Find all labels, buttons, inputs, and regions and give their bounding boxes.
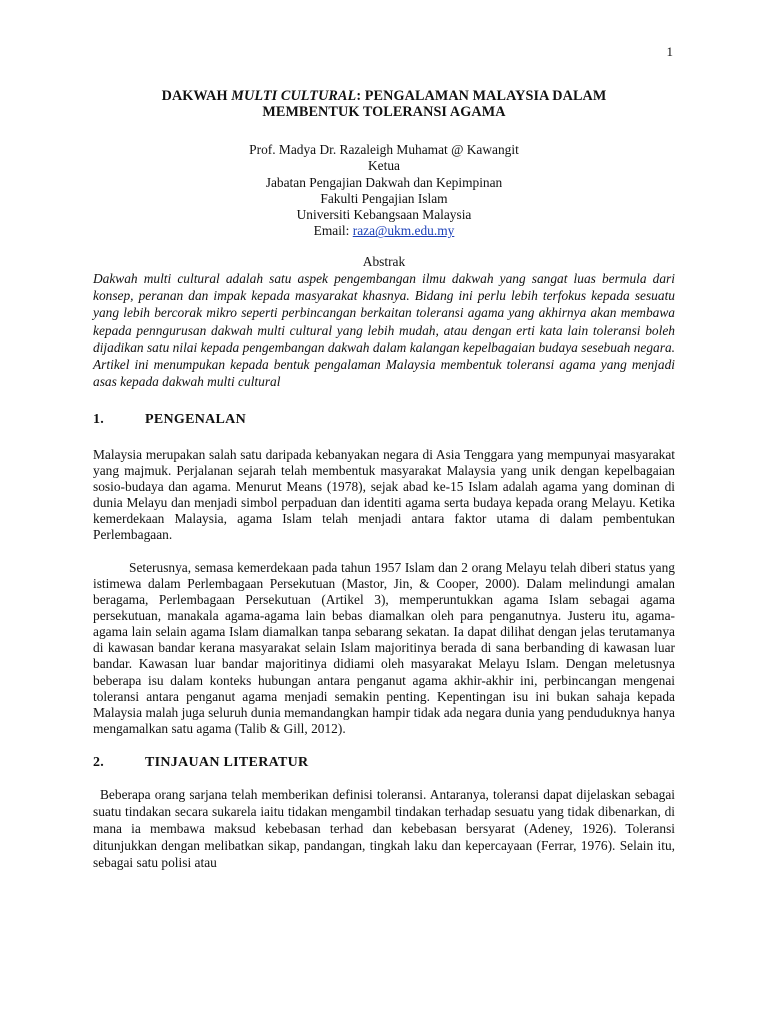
paragraph: Malaysia merupakan salah satu daripada kebanyakan negara di Asia Tenggara yang mempunyai masyarakat yang majmuk. Perjalanan sejarah telah membentuk masyarakat Malaysia yang unik dengan kepelbagaian sosio-budaya dan agama. Menurut Means (1978), sejak abad ke-15 Islam adalah agama yang dominan di dunia Melayu dan menjadi simbol perpaduan dan identiti agama serta budaya kepada orang Melayu. Ketika kemerdekaan Malaysia, agama Islam telah menjadi antara faktor utama di dalam pembentukan Perlembagaan. — [93, 446, 675, 543]
title-suffix: : PENGALAMAN MALAYSIA DALAM — [356, 88, 607, 104]
author-role: Ketua — [368, 158, 400, 174]
paragraph: Beberapa orang sarjana telah memberikan definisi toleransi. Antaranya, toleransi dapat dijelaskan sebagai suatu tindakan secara sukarela iaitu tidakan mengambil tindakan terhadap sesuatu yang tidak dibenarkan, di mana ia membawa maksud kebebasan terhad dan kebebasan bersyarat (Adeney, 1926). Toleransi ditunjukkan dengan melibatkan sikap, pandangan, tingkah laku dan kepercayaan (Ferrar, 1976). Selain itu, sebagai satu polisi atau — [93, 787, 675, 870]
section-heading-tinjauan-literatur — [93, 755, 675, 771]
title-line-2: MEMBENTUK TOLERANSI AGAMA — [262, 104, 506, 120]
page-number: 1 — [666, 44, 673, 59]
email-label: Email: — [313, 223, 353, 239]
section-title: PENGENALAN — [145, 412, 247, 428]
section-heading-pengenalan — [93, 412, 675, 428]
section-title: TINJAUAN LITERATUR — [145, 755, 309, 771]
title-line-1 — [93, 88, 675, 104]
title-prefix: DAKWAH — [161, 88, 232, 104]
document-page — [93, 0, 675, 871]
section-number: 2. — [93, 755, 105, 771]
author-faculty: Fakulti Pengajian Islam — [320, 190, 448, 206]
author-department: Jabatan Pengajian Dakwah dan Kepimpinan — [265, 174, 503, 190]
author-block — [93, 142, 675, 240]
author-email — [93, 223, 675, 239]
section-number: 1. — [93, 412, 105, 428]
title-italic: MULTI CULTURAL — [231, 88, 357, 104]
author-university: Universiti Kebangsaan Malaysia — [296, 207, 472, 223]
author-name: Prof. Madya Dr. Razaleigh Muhamat @ Kawangit — [249, 142, 519, 157]
abstract-heading: Abstrak — [362, 253, 406, 269]
abstract-text: Dakwah multi cultural adalah satu aspek pengembangan ilmu dakwah yang sangat luas bermula dari konsep, peranan dan impak kepada masyarakat khasnya. Bidang ini perlu lebih terfokus kepada sesuatu yang lebih bercorak mikro seperti perbincangan berkaitan toleransi agama yang akhirnya akan membawa kepada penngurusan dakwah multi cultural yang lebih mudah, atau dengan erti kata lain toleransi boleh dijadikan satu nilai kepada pengembangan dakwah dalam kalangan kepelbagaian budaya sesebuah negara. Artikel ini menumpukan kepada bentuk pengalaman Malaysia membentuk toleransi agama yang menjadi asas kepada dakwah multi cultural — [93, 270, 675, 390]
paper-title — [93, 88, 675, 120]
email-link[interactable]: raza@ukm.edu.my — [352, 223, 455, 239]
paragraph: Seterusnya, semasa kemerdekaan pada tahun 1957 Islam dan 2 orang Melayu telah diberi status yang istimewa dalam Perlembagaan Persekutuan (Mastor, Jin, & Cooper, 2000). Dalam melindungi amalan beragama, Perlembagaan Persekutuan (Artikel 3), memperuntukkan agama Islam sebagai agama persekutuan, manakala agama-agama lain bebas diamalkan oleh para penganutnya. Justeru itu, agama-agama lain selain agama Islam diamalkan tanpa sebarang sekatan. Ia dapat dilihat dengan jelas terutamanya di kawasan bandar kerana masyarakat selain Islam majoritinya berada di sana berbanding di kawasan luar bandar. Kawasan luar bandar majoritinya didiami oleh masyarakat Melayu Islam. Dengan meletusnya beberapa isu dalam konteks hubungan antara penganut agama akhir-akhir ini, perbincangan mengenai toleransi antara penganut agama menjadi semakin penting. Kepentingan isu ini bukan sahaja kepada Malaysia malah juga seluruh dunia memandangkan hampir tidak ada negara dunia yang penduduknya hanya mengamalkan satu agama (Talib & Gill, 2012). — [93, 559, 675, 737]
